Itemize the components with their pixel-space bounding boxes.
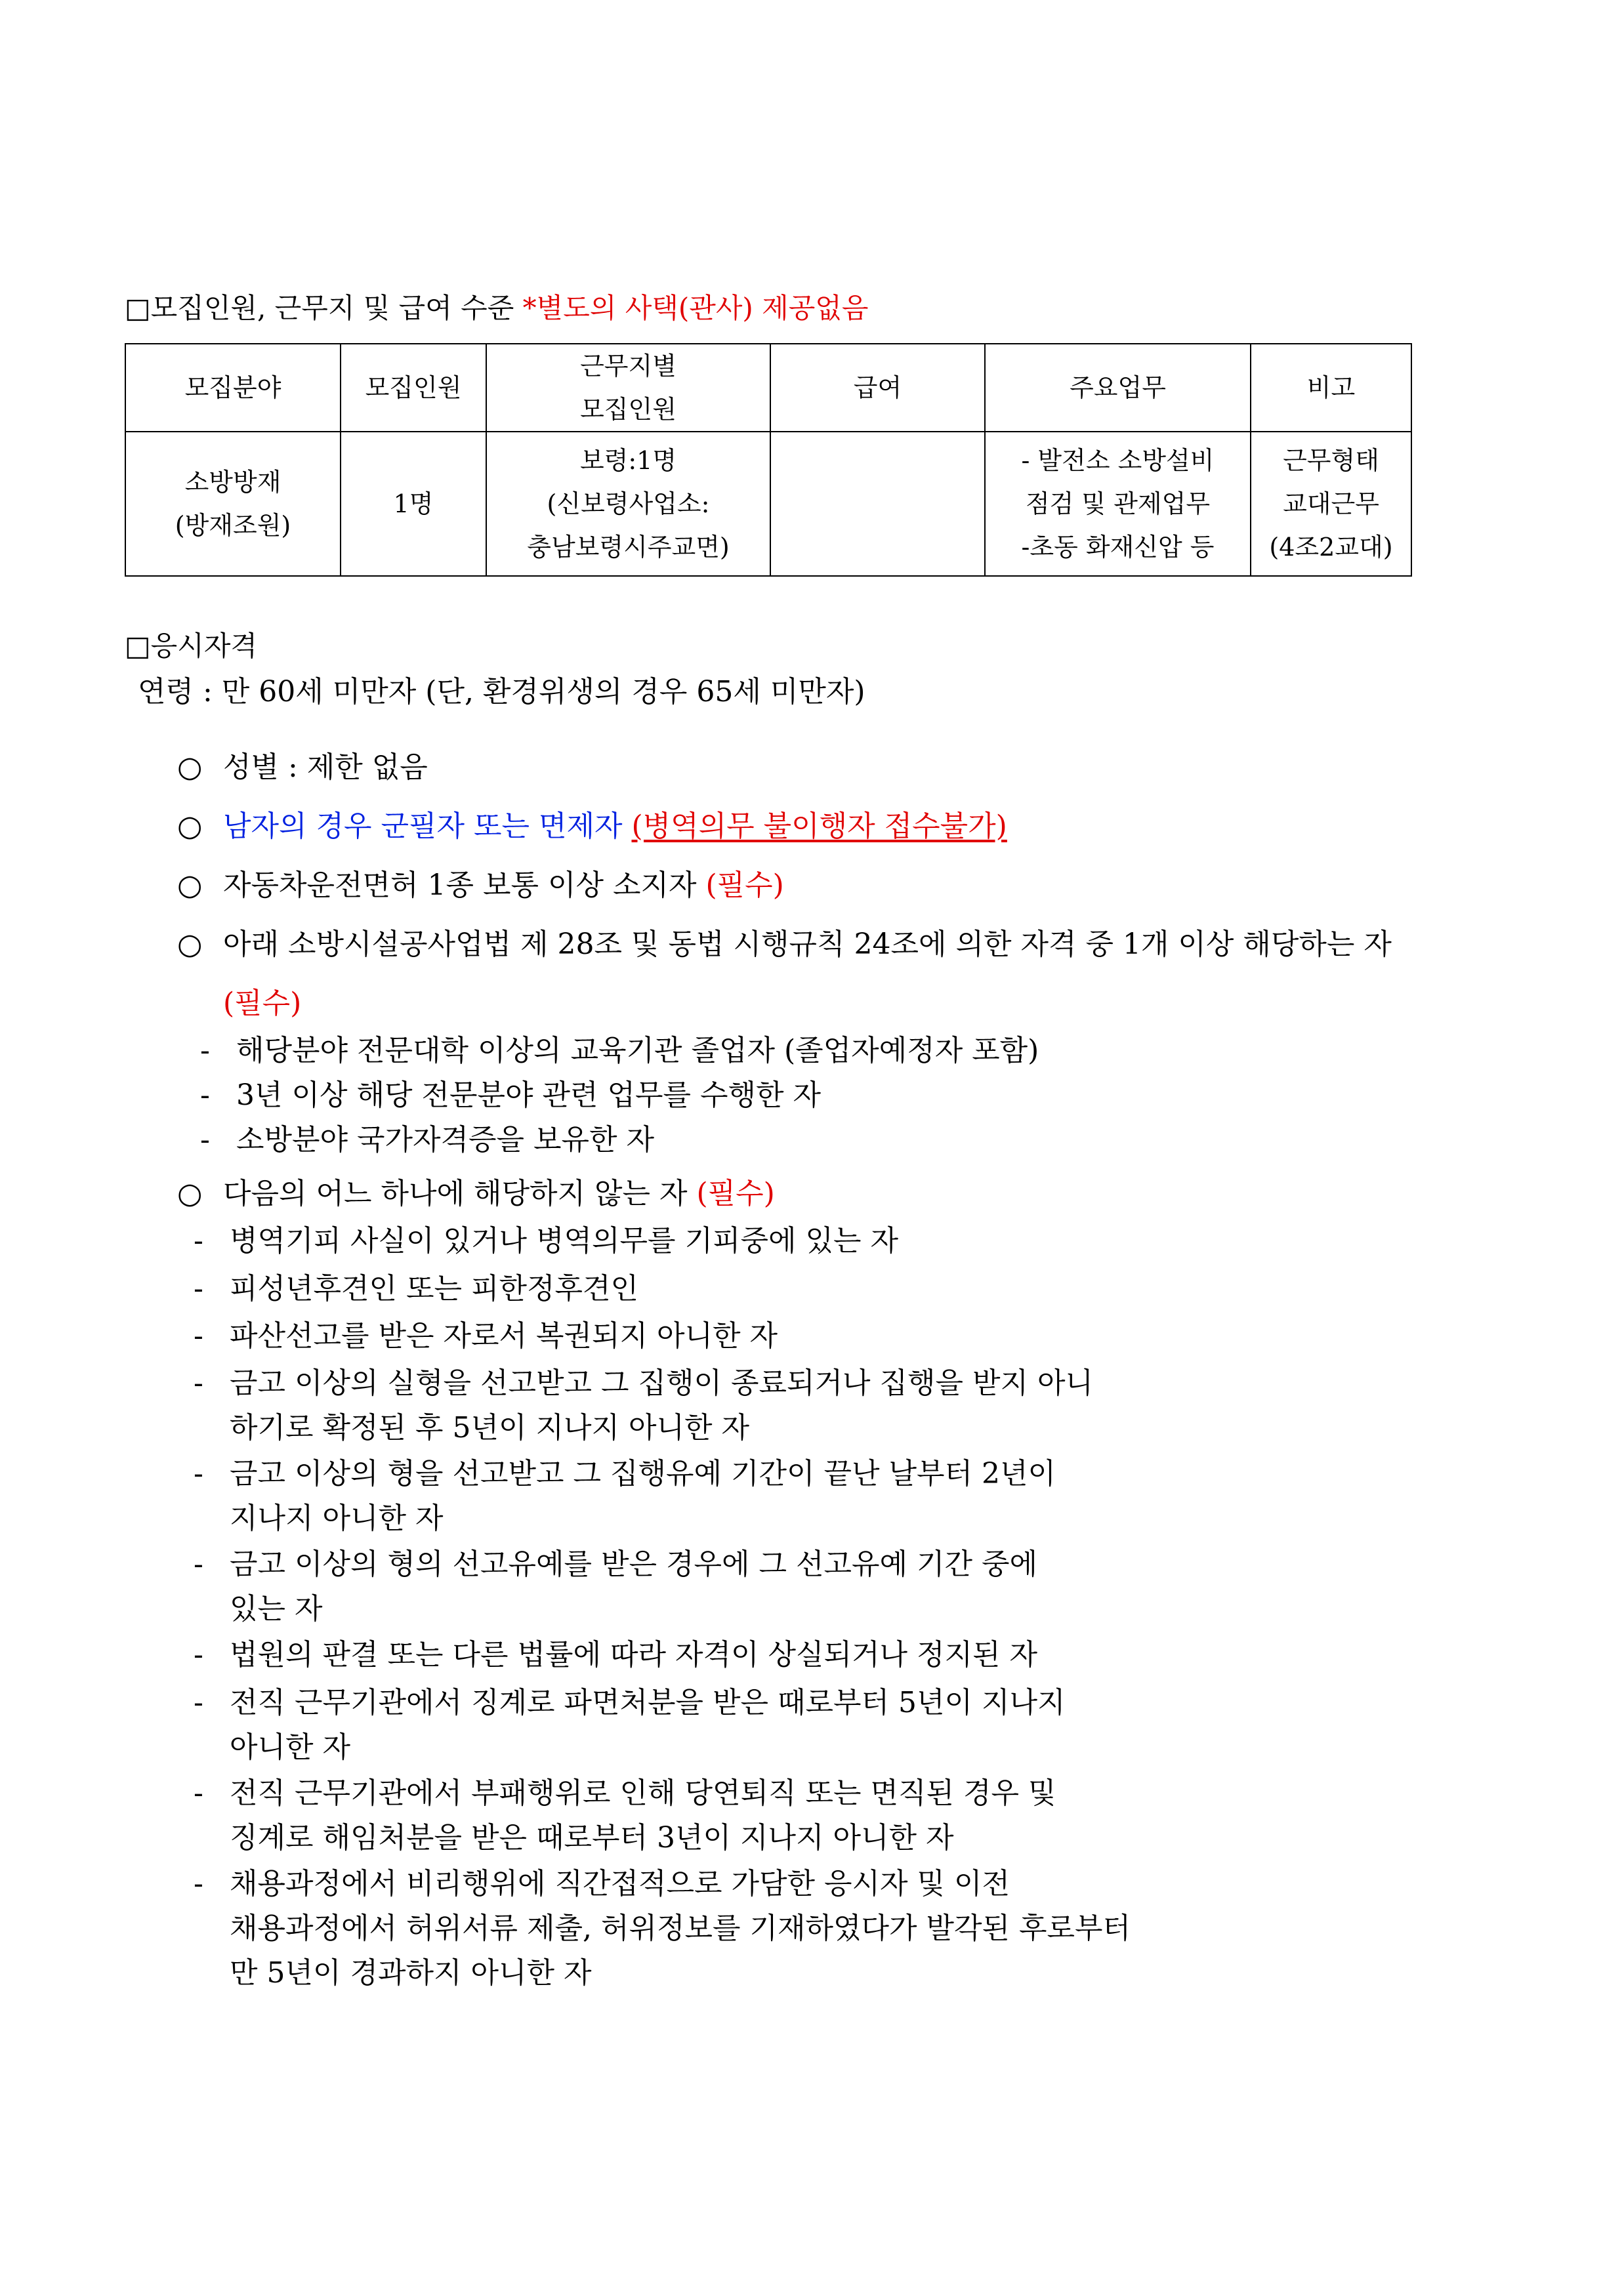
disqualification-item-text: 전직 근무기관에서 징계로 파면처분을 받은 때로부터 5년이 지나지 [230,1686,1066,1719]
disqualification-item-text: 금고 이상의 형을 선고받고 그 집행유예 기간이 끝난 날부터 2년이 [230,1457,1056,1490]
header-duties: 주요업무 [985,344,1251,432]
housing-note: *별도의 사택(관사) 제공없음 [522,292,869,324]
disqualification-item [194,1681,1066,1770]
cell-duties-line: - 발전소 소방설비 [1021,446,1215,475]
disqualification-item-text: 파산선고를 받은 자로서 복권되지 아니한 자 [230,1319,778,1353]
dash-bullet: - [200,1123,210,1157]
disqualification-item-text: 법원의 판결 또는 다른 법률에 따라 자격이 상실되거나 정지된 자 [230,1638,1037,1671]
disqualification-item [194,1633,1037,1677]
disqualification-item [194,1361,1093,1450]
disqualification-item [194,1542,1037,1631]
military-text: 남자의 경우 군필자 또는 면제자 [223,810,623,843]
license-text: 자동차운전면허 1종 보통 이상 소지자 [223,869,697,902]
dash-bullet: - [194,1272,203,1305]
header-remarks: 비고 [1251,344,1411,432]
qualification-item-text: 소방분야 국가자격증을 보유한 자 [236,1123,655,1157]
cell-remarks-line: 교대근무 [1283,489,1379,518]
cell-field [125,432,341,576]
dash-bullet: - [194,1867,203,1900]
cell-count: 1명 [341,432,486,576]
cell-field-line: (방재조원) [175,511,291,540]
cell-location-line: (신보령사업소: [547,489,710,518]
dash-bullet: - [194,1638,203,1671]
disqualification-requirement [177,1174,775,1214]
military-requirement [177,807,1007,846]
dash-bullet: - [200,1034,210,1067]
recruitment-section-title [125,289,868,328]
dash-bullet: - [194,1776,203,1810]
header-field: 모집분야 [125,344,341,432]
cell-field-line: 소방방재 [184,468,281,497]
qualification-item [200,1118,654,1162]
disqualification-item-continuation: 만 5년이 경과하지 아니한 자 [230,1956,592,1990]
cell-remarks-line: 근무형태 [1283,446,1379,475]
required-tag: (필수) [696,1177,775,1210]
disqualification-item [194,1862,1131,1996]
cell-remarks-line: (4조2교대) [1269,533,1393,562]
dash-bullet: - [194,1224,203,1258]
cell-location-line: 충남보령시주교면) [527,533,730,562]
circle-bullet: ○ [177,750,203,784]
circle-bullet: ○ [177,928,203,961]
eligibility-section-title: □응시자격 [125,630,257,662]
disqualification-item [194,1219,898,1263]
recruitment-table [125,343,1412,577]
required-tag: (필수) [705,869,784,902]
qualification-requirement [177,925,1392,964]
disqualification-item-text: 금고 이상의 형의 선고유예를 받은 경우에 그 선고유예 기간 중에 [230,1548,1037,1581]
dash-bullet: - [194,1366,203,1400]
cell-salary [770,432,985,576]
disqualification-item-text: 채용과정에서 비리행위에 직간접적으로 가담한 응시자 및 이전 [230,1867,1010,1900]
disqualification-item-continuation: 하기로 확정된 후 5년이 지나지 아니한 자 [230,1411,749,1445]
header-location-line: 근무지별 [580,352,677,380]
military-warning: (병역의무 불이행자 접수불가) [631,810,1007,843]
qualification-item [200,1029,1039,1073]
cell-duties [985,432,1251,576]
gender-requirement [177,748,428,787]
circle-bullet: ○ [177,869,203,902]
cell-location [486,432,770,576]
disqualification-item-text: 전직 근무기관에서 부패행위로 인해 당연퇴직 또는 면직된 경우 및 [230,1776,1056,1810]
disqualification-item [194,1452,1056,1541]
disqualification-item-continuation: 있는 자 [230,1592,323,1626]
gender-text: 성별 : 제한 없음 [223,750,428,784]
qualification-text: 아래 소방시설공사업법 제 28조 및 동법 시행규칙 24조에 의한 자격 중 1개 이상 해당하는 자 [223,928,1392,961]
dash-bullet: - [194,1457,203,1490]
recruitment-title-text: □모집인원, 근무지 및 급여 수준 [125,292,514,324]
qualification-item [200,1073,821,1118]
header-location [486,344,770,432]
table-header-row [125,344,1411,432]
circle-bullet: ○ [177,1177,203,1210]
header-salary: 급여 [770,344,985,432]
dash-bullet: - [194,1686,203,1719]
disqualification-item [194,1267,638,1311]
cell-duties-line: 점검 및 관제업무 [1025,489,1211,518]
header-count: 모집인원 [341,344,486,432]
header-location-line: 모집인원 [580,395,677,424]
disqualification-item-continuation: 지나지 아니한 자 [230,1502,444,1535]
disqualification-item-text: 피성년후견인 또는 피한정후견인 [230,1272,639,1305]
disqualification-item [194,1314,778,1359]
dash-bullet: - [194,1319,203,1353]
dash-bullet: - [194,1548,203,1581]
dash-bullet: - [200,1078,210,1112]
disqualification-item-continuation: 채용과정에서 허위서류 제출, 허위정보를 기재하였다가 발각된 후로부터 [230,1912,1131,1945]
disqualification-text: 다음의 어느 하나에 해당하지 않는 자 [223,1177,688,1210]
disqualification-item-text: 병역기피 사실이 있거나 병역의무를 기피중에 있는 자 [230,1224,899,1258]
cell-duties-line: -초동 화재신압 등 [1021,533,1215,562]
table-row [125,432,1411,576]
cell-remarks [1251,432,1411,576]
circle-bullet: ○ [177,810,203,843]
disqualification-item-continuation: 징계로 해임처분을 받은 때로부터 3년이 지나지 아니한 자 [230,1821,954,1855]
age-requirement: 연령 : 만 60세 미만자 (단, 환경위생의 경우 65세 미만자) [138,675,865,708]
disqualification-item [194,1771,1056,1860]
disqualification-item-text: 금고 이상의 실형을 선고받고 그 집행이 종료되거나 집행을 받지 아니 [230,1366,1093,1400]
qualification-item-text: 해당분야 전문대학 이상의 교육기관 졸업자 (졸업자예정자 포함) [236,1034,1039,1067]
disqualification-item-continuation: 아니한 자 [230,1731,351,1764]
qualification-item-text: 3년 이상 해당 전문분야 관련 업무를 수행한 자 [236,1078,821,1112]
cell-location-line: 보령:1명 [579,446,677,475]
required-tag: (필수) [223,987,302,1020]
license-requirement [177,866,784,905]
